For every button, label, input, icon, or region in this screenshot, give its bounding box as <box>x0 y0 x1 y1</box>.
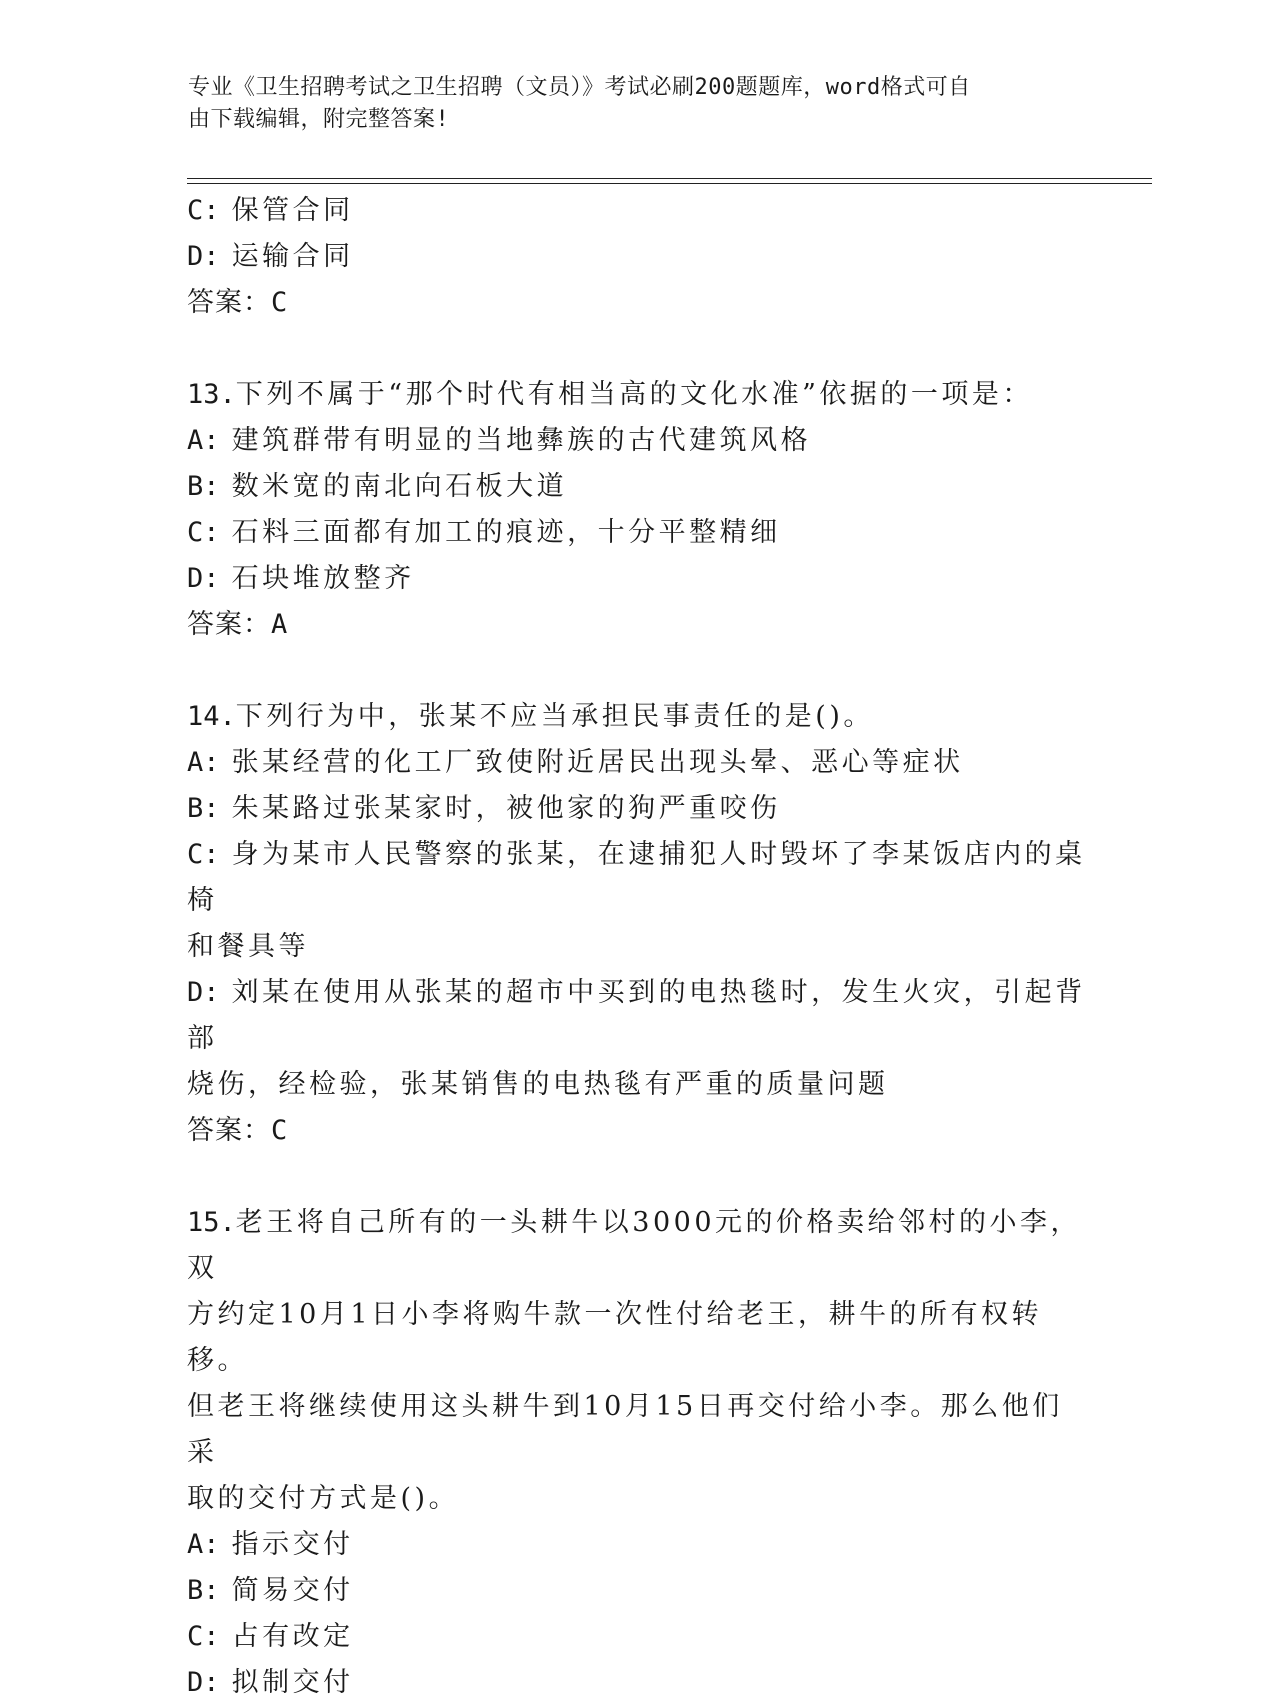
question-text: 下列行为中，张某不应当承担民事责任的是()。 <box>235 701 874 732</box>
option-text: 石料三面都有加工的痕迹，十分平整精细 <box>231 517 781 548</box>
option-text: 简易交付 <box>231 1575 354 1606</box>
option-d <box>187 970 1087 1062</box>
question-12-tail <box>187 188 1087 326</box>
option-text: 张某经营的化工厂致使附近居民出现头晕、恶心等症状 <box>231 747 964 778</box>
option-text: 朱某路过张某家时，被他家的狗严重咬伤 <box>231 793 781 824</box>
option-text: 拟制交付 <box>231 1667 354 1698</box>
question-stem <box>187 372 1087 418</box>
option-letter: D: <box>187 241 220 272</box>
option-d-continuation: 烧伤，经检验，张某销售的电热毯有严重的质量问题 <box>187 1069 889 1100</box>
option-letter: D: <box>187 1667 220 1698</box>
option-a <box>187 1522 1087 1568</box>
question-number: 13. <box>187 379 236 410</box>
question-stem-line-4: 取的交付方式是()。 <box>187 1483 460 1514</box>
question-stem <box>187 694 1087 740</box>
question-number: 15. <box>187 1207 236 1238</box>
option-a <box>187 740 1087 786</box>
option-c <box>187 510 1087 556</box>
option-letter: B: <box>187 1575 220 1606</box>
header-line-1: 专业《卫生招聘考试之卫生招聘（文员）》考试必刷200题题库，word格式可自 <box>188 75 971 100</box>
header-divider-top <box>187 178 1152 179</box>
option-letter: A: <box>187 425 220 456</box>
option-letter: B: <box>187 793 220 824</box>
question-14 <box>187 694 1087 1154</box>
question-13 <box>187 372 1087 648</box>
option-d <box>187 234 1087 280</box>
option-a <box>187 418 1087 464</box>
option-text: 刘某在使用从张某的超市中买到的电热毯时，发生火灾，引起背部 <box>187 977 1086 1054</box>
option-letter: C: <box>187 1621 220 1652</box>
answer-label: 答案： <box>187 1115 271 1146</box>
option-d <box>187 1660 1087 1706</box>
header-divider-bottom <box>187 183 1152 184</box>
document-body <box>187 188 1087 1706</box>
question-stem-line-3: 但老王将继续使用这头耕牛到10月15日再交付给小李。那么他们采 <box>187 1391 1063 1468</box>
option-letter: C: <box>187 517 220 548</box>
answer-label: 答案： <box>187 287 271 318</box>
option-text: 建筑群带有明显的当地彝族的古代建筑风格 <box>231 425 812 456</box>
option-b <box>187 464 1087 510</box>
option-c-continuation: 和餐具等 <box>187 931 309 962</box>
question-text: 老王将自己所有的一头耕牛以3000元的价格卖给邻村的小李，双 <box>187 1207 1081 1284</box>
answer-value: A <box>271 609 289 640</box>
option-text: 身为某市人民警察的张某，在逮捕犯人时毁坏了李某饭店内的桌椅 <box>187 839 1086 916</box>
option-text: 占有改定 <box>231 1621 354 1652</box>
option-c <box>187 1614 1087 1660</box>
option-b <box>187 786 1087 832</box>
option-text: 石块堆放整齐 <box>231 563 415 594</box>
option-letter: A: <box>187 747 220 778</box>
option-d <box>187 556 1087 602</box>
option-letter: D: <box>187 563 220 594</box>
option-letter: C: <box>187 195 220 226</box>
answer-line <box>187 602 1087 648</box>
header-line-2: 由下载编辑，附完整答案! <box>188 107 450 132</box>
option-letter: B: <box>187 471 220 502</box>
question-number: 14. <box>187 701 236 732</box>
option-text: 保管合同 <box>231 195 354 226</box>
answer-value: C <box>271 287 289 318</box>
option-text: 数米宽的南北向石板大道 <box>231 471 568 502</box>
page-header <box>188 72 1068 136</box>
option-text: 指示交付 <box>231 1529 354 1560</box>
option-letter: D: <box>187 977 220 1008</box>
option-text: 运输合同 <box>231 241 354 272</box>
question-stem-line-1 <box>187 1200 1087 1292</box>
option-letter: A: <box>187 1529 220 1560</box>
answer-label: 答案： <box>187 609 271 640</box>
option-b <box>187 1568 1087 1614</box>
answer-line <box>187 1108 1087 1154</box>
option-c <box>187 188 1087 234</box>
question-text: 下列不属于“那个时代有相当高的文化水准”依据的一项是： <box>235 379 1033 410</box>
question-stem-line-2: 方约定10月1日小李将购牛款一次性付给老王，耕牛的所有权转移。 <box>187 1299 1043 1376</box>
answer-value: C <box>271 1115 289 1146</box>
answer-line <box>187 280 1087 326</box>
question-15 <box>187 1200 1087 1706</box>
option-letter: C: <box>187 839 220 870</box>
option-c <box>187 832 1087 924</box>
